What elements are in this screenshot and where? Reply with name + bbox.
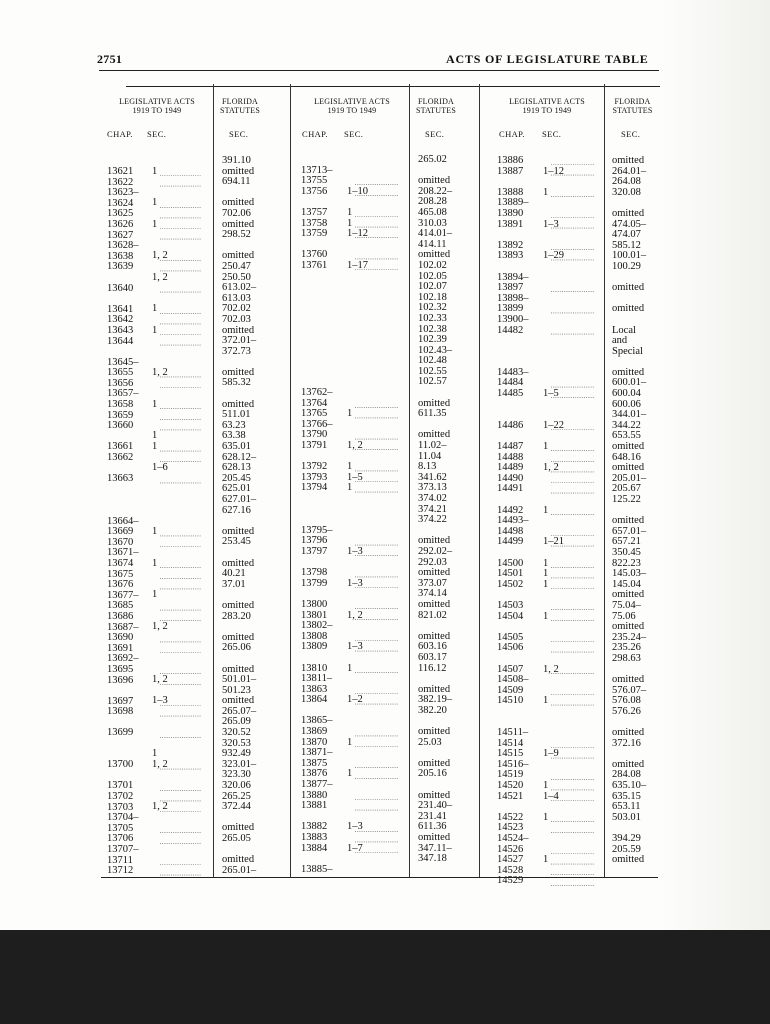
statutes-label: STATUTES bbox=[219, 106, 261, 115]
sec-header: SEC. bbox=[344, 129, 364, 139]
acts-header bbox=[107, 97, 207, 115]
section-column: 1–10 1 1 1–12 1–17 1 1, 2 1 1–5 1 1–3 1–3 1, 2 1–3 1 1–2 1 1 1–3 1–7 bbox=[347, 185, 368, 854]
chap-header: CHAP. bbox=[107, 129, 133, 139]
section-column: 1 1 1 1, 2 1, 2 1 1 1, 2 1 1 1 1–6 1 1 1 1, 2 1, 2 1–3 1 1, 2 1, 2 bbox=[152, 165, 168, 813]
acts-header bbox=[497, 97, 597, 115]
statutes-header bbox=[410, 97, 462, 115]
chapter-column: 13886 13887 13888 13889– 13890 13891 13892 13893 13894– 13897 13898– 13899 13900– 14482 14483– 14484 14485 14486 14487 14488 14489 14490 14491 14492 14493– 14498 14499 14500 14501 14502 14503 14504 14505 14506 14507 14508– 14509 14510 14511– 14514 14515 14516– 14519 14520 14521 14522 14523 14524– 14526 14527 14528 14529 bbox=[497, 155, 529, 887]
statutes-label: STATUTES bbox=[415, 106, 457, 115]
statute-column: 391.10 omitted 694.11 omitted 702.06 omitted 298.52 omitted 250.47 250.50 613.02– 613.03 702.02 702.03 omitted 372.01– 372.73 omitted 585.32 omitted 511.01 63.23 63.38 635.01 628.12– 628.13 205.45 625.01 627.01– 627.16 omitted 253.45 omitted 40.21 37.01 omitted 283.20 omitted 265.06 omitted 501.01– 501.23 omitted 265.07– 265.09 320.52 320.53 932.49 323.01– 323.30 320.06 265.25 372.44 omitted 265.05 omitted 265.01– bbox=[222, 155, 257, 876]
chapter-column: 13621 13622 13623– 13624 13625 13626 13627 13628– 13638 13639 13640 13641 13642 13643 13644 13645– 13655 13656 13657– 13658 13659 13660 13661 13662 13663 13664– 13669 13670 13671– 13674 13675 13676 13677– 13685 13686 13687– 13690 13691 13692– 13695 13696 13697 13698 13699 13700 13701 13702 13703 13704– 13705 13706 13707– 13711 13712 bbox=[107, 166, 139, 877]
page-number: 2751 bbox=[97, 52, 123, 66]
florida-label: FLORIDA bbox=[417, 97, 455, 106]
header-rule bbox=[99, 70, 659, 71]
florida-label: FLORIDA bbox=[221, 97, 259, 106]
statutes-header bbox=[214, 97, 266, 115]
statute-divider bbox=[604, 84, 605, 877]
years-header-label: 1919 TO 1949 bbox=[132, 106, 182, 115]
table-bottom-rule bbox=[101, 877, 658, 878]
statute-column: omitted 264.01– 264.08 320.08 omitted 474.05– 474.07 585.12 100.01– 100.29 omitted omitted Local and Special omitted 600.01– 600.04 600.06 344.01– 344.22 653.55 omitted 648.16 omitted 205.01– 205.67 125.22 omitted 657.01– 657.21 350.45 822.23 145.03– 145.04 omitted 75.04– 75.06 omitted 235.24– 235.26 298.63 omitted 576.07– 576.08 576.26 omitted 372.16 omitted 284.08 635.10– 635.15 653.11 503.01 394.29 205.59 omitted bbox=[612, 155, 647, 866]
table-top-rule bbox=[126, 86, 660, 87]
column-divider bbox=[290, 84, 291, 877]
sec-header: SEC. bbox=[147, 129, 167, 139]
statute-divider bbox=[409, 84, 410, 877]
statutes-header bbox=[605, 97, 660, 115]
chap-header: CHAP. bbox=[302, 129, 328, 139]
chap-header: CHAP. bbox=[499, 129, 525, 139]
years-header-label: 1919 TO 1949 bbox=[327, 106, 377, 115]
section-column: 1–12 1 1–3 1–29 1–5 1–22 1 1, 2 1 1–21 1 1 1 1 1, 2 1 1–9 1 1–4 1 1 bbox=[543, 165, 564, 866]
statute-divider bbox=[213, 84, 214, 877]
acts-header-label: LEGISLATIVE ACTS bbox=[314, 97, 390, 106]
acts-header bbox=[302, 97, 402, 115]
page-edge-shadow bbox=[660, 0, 770, 930]
sec-header: SEC. bbox=[542, 129, 562, 139]
acts-header-label: LEGISLATIVE ACTS bbox=[119, 97, 195, 106]
statutes-label: STATUTES bbox=[612, 106, 653, 115]
florida-label: FLORIDA bbox=[614, 97, 651, 106]
statute-column: 265.02 omitted 208.22– 208.28 465.08 310.03 414.01– 414.11 omitted 102.02 102.05 102.07 102.18 102.32 102.33 102.38 102.39 102.43– 102.48 102.55 102.57 omitted 611.35 omitted 11.02– 11.04 8.13 341.62 373.13 374.02 374.21 374.22 omitted 292.02– 292.03 omitted 373.07 374.14 omitted 821.02 omitted 603.16 603.17 116.12 omitted 382.19– 382.20 omitted 25.03 omitted 205.16 omitted 231.40– 231.41 611.36 omitted 347.11– 347.18 bbox=[418, 154, 453, 865]
column-divider bbox=[479, 84, 480, 877]
fs-sec-header: SEC. bbox=[621, 129, 641, 139]
running-title: ACTS OF LEGISLATURE TABLE bbox=[446, 52, 649, 66]
years-header-label: 1919 TO 1949 bbox=[522, 106, 572, 115]
fs-sec-header: SEC. bbox=[229, 129, 249, 139]
fs-sec-header: SEC. bbox=[425, 129, 445, 139]
acts-header-label: LEGISLATIVE ACTS bbox=[509, 97, 585, 106]
chapter-column: 13713– 13755 13756 13757 13758 13759 13760 13761 13762– 13764 13765 13766– 13790 13791 13792 13793 13794 13795– 13796 13797 13798 13799 13800 13801 13802– 13808 13809 13810 13811– 13863 13864 13865– 13869 13870 13871– 13875 13876 13877– 13880 13881 13882 13883 13884 13885– bbox=[301, 164, 333, 875]
